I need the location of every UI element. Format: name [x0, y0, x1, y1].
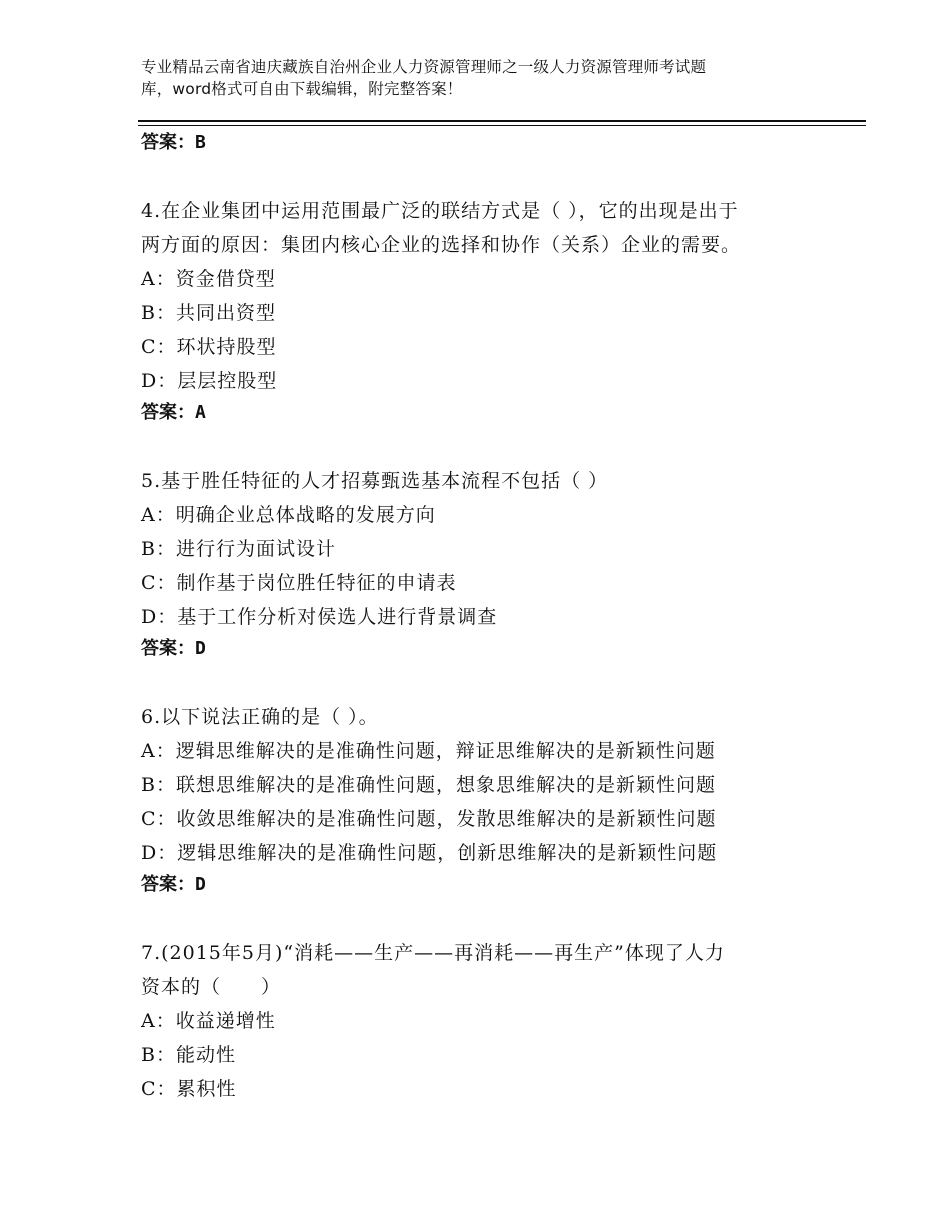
- option-a: A：逻辑思维解决的是准确性问题，辩证思维解决的是新颖性问题: [141, 740, 716, 762]
- option-c: C：制作基于岗位胜任特征的申请表: [141, 572, 457, 594]
- question-text-line: 5.基于胜任特征的人才招募甄选基本流程不包括（ ）: [141, 470, 609, 492]
- option-d: D：层层控股型: [141, 370, 278, 392]
- option-a: A：资金借贷型: [141, 268, 276, 290]
- answer-value: B: [195, 132, 206, 153]
- option-c: C：累积性: [141, 1078, 237, 1100]
- answer-label: 答案：: [141, 132, 195, 153]
- answer-value: A: [195, 402, 206, 423]
- option-b: B：共同出资型: [141, 302, 276, 324]
- question-content: [141, 128, 841, 1106]
- spacer: [141, 664, 841, 700]
- question-text-line: 6.以下说法正确的是（ ）。: [141, 706, 379, 728]
- option-d: D：基于工作分析对侯选人进行背景调查: [141, 606, 498, 628]
- spacer: [141, 428, 841, 464]
- answer-label: 答案：: [141, 638, 195, 659]
- question-text-line: 7.(2015年5月)“消耗——生产——再消耗——再生产”体现了人力: [141, 942, 725, 964]
- answer-value: D: [195, 874, 206, 895]
- header-line-2: 库，word格式可自由下载编辑，附完整答案！: [141, 80, 463, 98]
- header-rule-thin: [138, 125, 866, 126]
- question-text-line: 资本的（ ）: [141, 976, 282, 998]
- answer-label: 答案：: [141, 402, 195, 423]
- option-a: A：明确企业总体战略的发展方向: [141, 504, 436, 526]
- option-c: C：收敛思维解决的是准确性问题，发散思维解决的是新颖性问题: [141, 808, 717, 830]
- answer-label: 答案：: [141, 874, 195, 895]
- spacer: [141, 900, 841, 936]
- question-5: [141, 464, 841, 664]
- option-c: C：环状持股型: [141, 336, 277, 358]
- previous-answer: [141, 128, 841, 158]
- header-line-1: 专业精品云南省迪庆藏族自治州企业人力资源管理师之一级人力资源管理师考试题: [141, 58, 707, 76]
- header-rule-thick: [138, 120, 866, 122]
- option-d: D：逻辑思维解决的是准确性问题，创新思维解决的是新颖性问题: [141, 842, 718, 864]
- question-text-line: 两方面的原因：集团内核心企业的选择和协作（关系）企业的需要。: [141, 234, 742, 256]
- answer: [141, 634, 841, 664]
- option-b: B：能动性: [141, 1044, 236, 1066]
- answer: [141, 870, 841, 900]
- question-7: [141, 936, 841, 1106]
- option-b: B：进行行为面试设计: [141, 538, 336, 560]
- page-header: [141, 56, 841, 100]
- option-b: B：联想思维解决的是准确性问题，想象思维解决的是新颖性问题: [141, 774, 716, 796]
- answer-value: D: [195, 638, 206, 659]
- question-text-line: 4.在企业集团中运用范围最广泛的联结方式是（ ），它的出现是出于: [141, 200, 739, 222]
- option-a: A：收益递增性: [141, 1010, 276, 1032]
- question-4: [141, 194, 841, 428]
- question-6: [141, 700, 841, 900]
- answer: [141, 398, 841, 428]
- spacer: [141, 158, 841, 194]
